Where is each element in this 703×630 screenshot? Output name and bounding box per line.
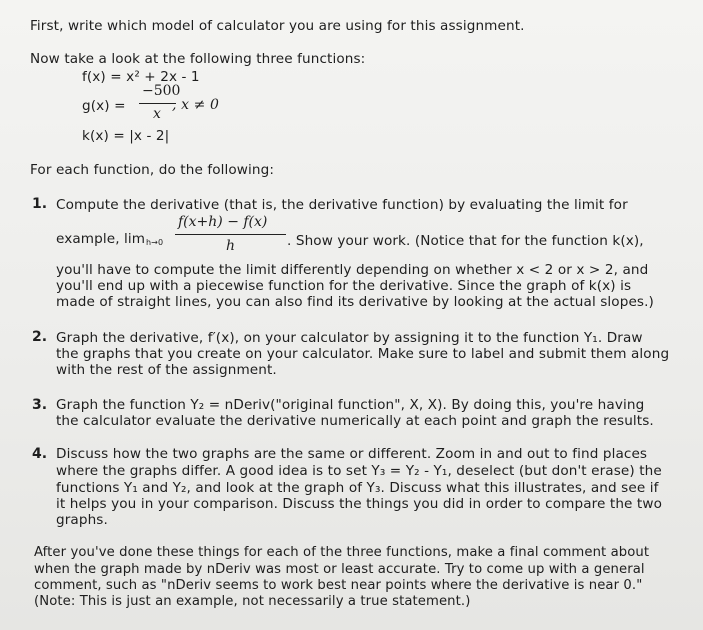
function-g-condition: , x ≠ 0 [172,97,220,113]
step-1-line-3: you'll have to compute the limit differently depending on whether x < 2 or x > 2, and [56,262,649,278]
step-1-line-4: you'll end up with a piecewise function for the derivative. Since the graph of k(x) is [56,278,632,294]
step-2-line-2: the graphs that you create on your calculator. Make sure to label and submit them along [56,346,670,362]
step-3-line-1: Graph the function Y₂ = nDeriv("original function", X, X). By doing this, you're having [56,397,645,413]
step-1-fraction-numerator: f(x+h) − f(x) [178,214,268,230]
closing-line-4: (Note: This is just an example, not necessarily a true statement.) [34,594,471,609]
step-3-number: 3. [32,397,48,413]
intro-line-1: First, write which model of calculator you are using for this assignment. [30,18,525,34]
step-2-line-3: with the rest of the assignment. [56,362,277,378]
step-1-line-1: Compute the derivative (that is, the derivative function) by evaluating the limit for [56,197,628,213]
step-4-number: 4. [32,446,48,462]
step-4-line-1: Discuss how the two graphs are the same or different. Zoom in and out to find places [56,446,648,462]
step-2-line-1: Graph the derivative, f′(x), on your calculator by assigning it to the function Y₁. Draw [56,330,643,346]
intro-line-2: Now take a look at the following three functions: [30,51,366,67]
function-f: f(x) = x² + 2x - 1 [82,69,200,85]
closing-line-1: After you've done these things for each of the three functions, make a final comment about [34,545,650,560]
step-1-fraction-bar [175,234,286,235]
step-3-line-2: the calculator evaluate the derivative numerically at each point and graph the results. [56,413,654,429]
closing-line-2: when the graph made by nDeriv was most or least accurate. Try to come up with a general [34,562,645,577]
step-1-limit-subscript: h→0 [146,238,164,247]
step-1-fraction-denominator: h [226,238,236,254]
step-1-example-suffix: . Show your work. (Notice that for the function k(x), [287,233,644,249]
step-2-number: 2. [32,329,48,345]
closing-line-3: comment, such as "nDeriv seems to work best near points where the derivative is near 0." [34,578,643,593]
step-1-line-5: made of straight lines, you can also find its derivative by looking at the actual slopes.) [56,294,654,310]
function-g-denominator: x [153,106,161,122]
function-g-label: g(x) = [82,98,126,114]
function-g-fraction-bar [139,103,176,104]
step-4-line-5: graphs. [56,512,108,528]
step-4-line-2: where the graphs differ. A good idea is to set Y₃ = Y₂ - Y₁, deselect (but don't erase) the [56,463,662,479]
for-each-heading: For each function, do the following: [30,162,275,178]
step-4-line-3: functions Y₁ and Y₂, and look at the graph of Y₃. Discuss what this illustrates, and see if [56,480,659,496]
step-1-number: 1. [32,196,48,212]
step-4-line-4: it helps you in your comparison. Discuss the things you did in order to compare the two [56,496,662,512]
step-1-example-prefix: example, lim [56,231,146,247]
function-k: k(x) = |x - 2| [82,128,170,144]
function-g-numerator: −500 [142,83,181,99]
